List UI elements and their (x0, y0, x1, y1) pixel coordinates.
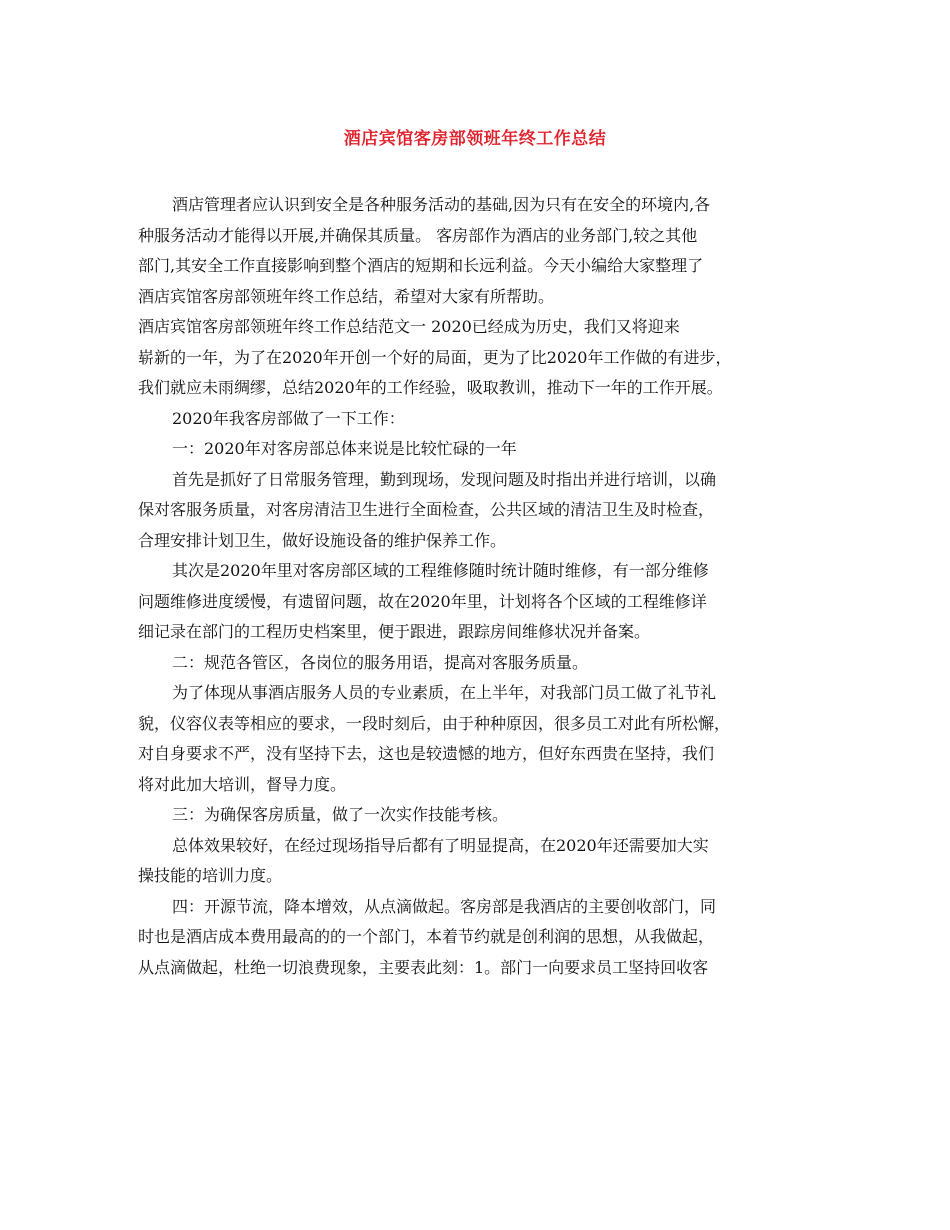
document-body (138, 190, 814, 983)
text-line: 酒店宾馆客房部领班年终工作总结，希望对大家有所帮助。 (138, 286, 555, 306)
document-title: 酒店宾馆客房部领班年终工作总结 (343, 129, 607, 149)
text-line: 部门,其安全工作直接影响到整个酒店的短期和长远利益。今天小编给大家整理了 (138, 256, 704, 275)
text-line: 一：2020年对客房部总体来说是比较忙碌的一年 (172, 439, 517, 458)
text-line: 合理安排计划卫生，做好设施设备的维护保养工作。 (138, 530, 507, 550)
text-line: 酒店宾馆客房部领班年终工作总结范文一 2020已经成为历史，我们又将迎来 (138, 317, 680, 336)
text-line: 崭新的一年，为了在2020年开创一个好的局面，更为了比2020年工作做的有进步， (138, 347, 732, 367)
text-line: 为了体现从事酒店服务人员的专业素质，在上半年，对我部门员工做了礼节礼 (172, 683, 717, 702)
text-line: 三：为确保客房质量，做了一次实作技能考核。 (172, 805, 509, 824)
text-line: 操技能的培训力度。 (138, 866, 283, 885)
text-line: 我们就应未雨绸缪，总结2020年的工作经验，吸取教训，推动下一年的工作开展。 (138, 378, 723, 397)
text-line: 其次是2020年里对客房部区域的工程维修随时统计随时维修，有一部分维修 (172, 561, 709, 580)
text-line: 2020年我客房部做了一下工作： (172, 408, 405, 428)
text-line: 总体效果较好，在经过现场指导后都有了明显提高，在2020年还需要加大实 (172, 835, 709, 855)
text-line: 从点滴做起，杜绝一切浪费现象，主要表此刻：1。部门一向要求员工坚持回收客 (138, 957, 709, 977)
text-line: 四：开源节流，降本增效，从点滴做起。客房部是我酒店的主要创收部门，同 (172, 896, 717, 916)
text-line: 二：规范各管区，各岗位的服务用语，提高对客服务质量。 (172, 652, 589, 672)
text-line: 种服务活动才能得以开展,并确保其质量。 客房部作为酒店的业务部门,较之其他 (138, 225, 698, 245)
text-line: 首先是抓好了日常服务管理，勤到现场，发现问题及时指出并进行培训，以确 (172, 469, 717, 489)
text-line: 细记录在部门的工程历史档案里，便于跟进，跟踪房间维修状况并备案。 (138, 622, 651, 641)
text-line: 貌，仪容仪表等相应的要求，一段时刻后，由于种种原因，很多员工对此有所松懈， (138, 713, 731, 733)
text-line: 问题维修进度缓慢，有遗留问题，故在2020年里，计划将各个区域的工程维修详 (138, 591, 707, 611)
text-line: 时也是酒店成本费用最高的的一个部门，本着节约就是创利润的思想，从我做起， (138, 927, 715, 946)
text-line: 将对此加大培训，督导力度。 (138, 774, 347, 794)
text-line: 酒店管理者应认识到安全是各种服务活动的基础,因为只有在安全的环境内,各 (172, 195, 711, 214)
text-line: 保对客服务质量，对客房清洁卫生进行全面检查，公共区域的清洁卫生及时检查， (138, 500, 715, 519)
text-line: 对自身要求不严，没有坚持下去，这也是较遗憾的地方，但好东西贵在坚持，我们 (138, 744, 715, 763)
